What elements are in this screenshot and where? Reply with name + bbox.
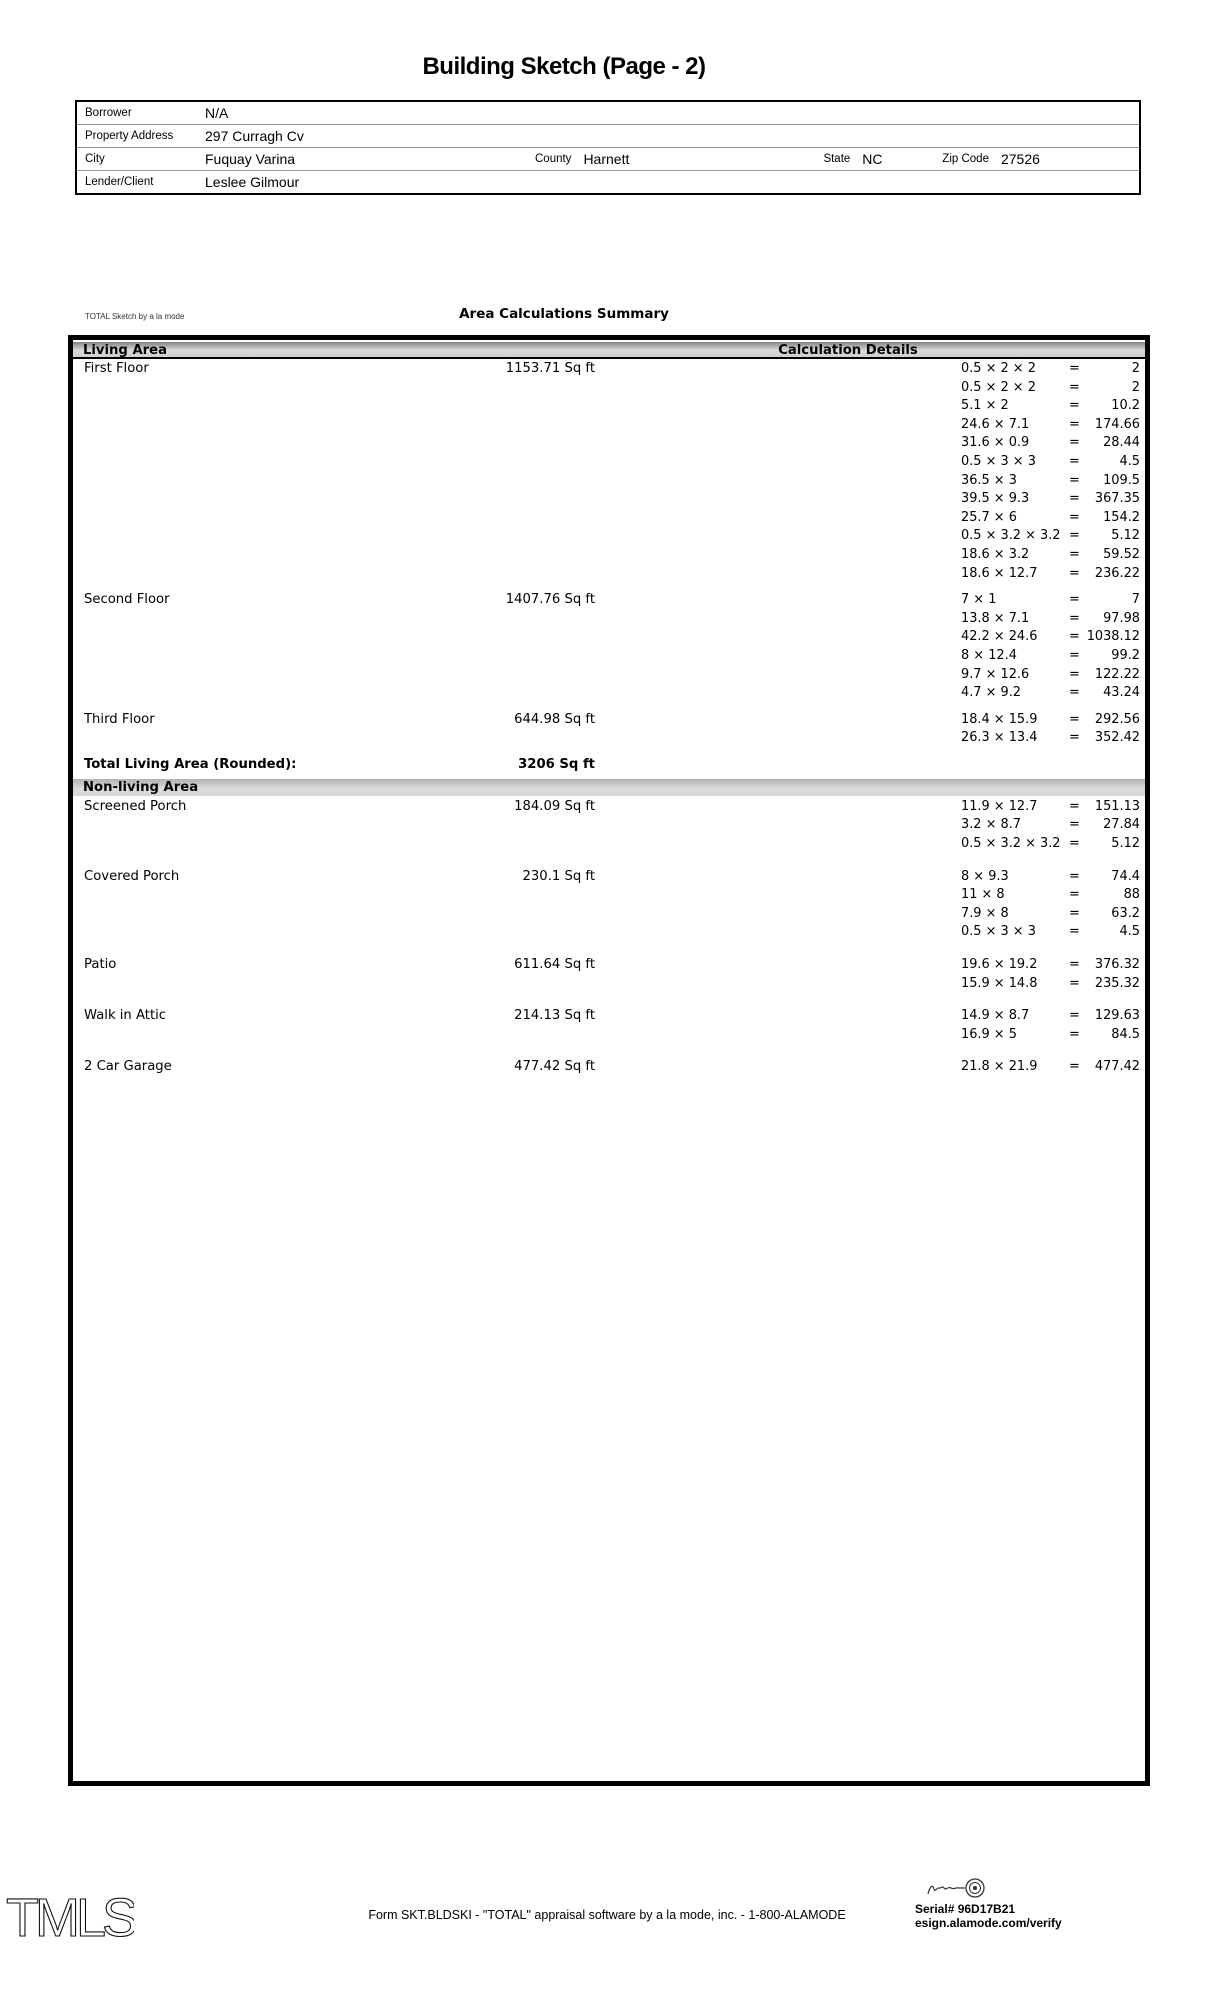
signature-squiggle bbox=[928, 1886, 965, 1894]
calc-line bbox=[961, 729, 1140, 748]
calc-expression: 42.2 × 24.6 bbox=[961, 629, 1038, 645]
equals-sign: = bbox=[1069, 887, 1080, 903]
equals-sign: = bbox=[1069, 817, 1080, 833]
living-area-sections bbox=[73, 360, 1145, 748]
equals-sign: = bbox=[1069, 398, 1080, 414]
field-label: Zip Code bbox=[942, 153, 989, 165]
area-section bbox=[73, 711, 1145, 748]
equals-sign: = bbox=[1069, 711, 1080, 727]
equals-sign: = bbox=[1069, 647, 1080, 663]
verify-url: esign.alamode.com/verify bbox=[915, 1916, 1062, 1930]
calc-line bbox=[961, 711, 1140, 730]
calc-expression: 24.6 × 7.1 bbox=[961, 416, 1030, 432]
calc-expression: 25.7 × 6 bbox=[961, 509, 1017, 525]
field-value: NC bbox=[862, 151, 883, 167]
area-section bbox=[73, 868, 1145, 942]
calc-line bbox=[961, 816, 1140, 835]
equals-sign: = bbox=[1069, 905, 1080, 921]
equals-sign: = bbox=[1069, 453, 1080, 469]
calc-result: 174.66 bbox=[1094, 416, 1140, 432]
calc-expression: 8 × 12.4 bbox=[961, 647, 1017, 663]
area-section-name: Patio bbox=[84, 957, 117, 973]
calc-line bbox=[961, 1058, 1140, 1077]
field-label: Borrower bbox=[85, 107, 132, 119]
equals-sign: = bbox=[1069, 685, 1080, 701]
calc-expression: 7.9 × 8 bbox=[961, 905, 1009, 921]
equals-sign: = bbox=[1069, 528, 1080, 544]
area-section-sqft: 230.1 Sq ft bbox=[522, 868, 595, 884]
equals-sign: = bbox=[1069, 924, 1080, 940]
equals-sign: = bbox=[1069, 416, 1080, 432]
field-value: Harnett bbox=[583, 151, 630, 167]
calc-expression: 14.9 × 8.7 bbox=[961, 1008, 1030, 1024]
equals-sign: = bbox=[1069, 836, 1080, 852]
calc-result: 2 bbox=[1131, 379, 1140, 395]
equals-sign: = bbox=[1069, 592, 1080, 608]
calc-result: 28.44 bbox=[1103, 435, 1140, 451]
calculation-details-header: Calculation Details bbox=[778, 343, 918, 358]
calc-expression: 18.4 × 15.9 bbox=[961, 711, 1038, 727]
area-section-name: 2 Car Garage bbox=[84, 1059, 172, 1075]
equals-sign: = bbox=[1069, 546, 1080, 562]
area-section bbox=[73, 1007, 1145, 1044]
equals-sign: = bbox=[1069, 361, 1080, 376]
calc-result: 129.63 bbox=[1094, 1008, 1140, 1024]
calc-line bbox=[961, 397, 1140, 416]
serial-number: Serial# 96D17B21 bbox=[915, 1902, 1016, 1916]
equals-sign: = bbox=[1069, 666, 1080, 682]
area-section-sqft: 477.42 Sq ft bbox=[514, 1059, 595, 1075]
calc-expression: 0.5 × 3 × 3 bbox=[961, 453, 1036, 469]
calc-expression: 11 × 8 bbox=[961, 887, 1005, 903]
calc-result: 59.52 bbox=[1103, 546, 1140, 562]
equals-sign: = bbox=[1069, 1059, 1080, 1075]
header-table-row bbox=[77, 147, 1139, 170]
equals-sign: = bbox=[1069, 610, 1080, 626]
calc-expression: 19.6 × 19.2 bbox=[961, 957, 1038, 973]
header-table-row bbox=[77, 102, 1139, 124]
calc-expression: 13.8 × 7.1 bbox=[961, 610, 1030, 626]
calc-expression: 26.3 × 13.4 bbox=[961, 730, 1038, 746]
equals-sign: = bbox=[1069, 975, 1080, 991]
calc-line bbox=[961, 975, 1140, 994]
calc-line bbox=[961, 868, 1140, 887]
area-section-name: Covered Porch bbox=[84, 868, 180, 884]
calc-line bbox=[961, 956, 1140, 975]
equals-sign: = bbox=[1069, 379, 1080, 395]
field-value: 27526 bbox=[1000, 151, 1040, 167]
calc-line bbox=[961, 1007, 1140, 1026]
equals-sign: = bbox=[1069, 1026, 1080, 1042]
calc-expression: 3.2 × 8.7 bbox=[961, 817, 1021, 833]
calc-lines bbox=[961, 868, 1140, 942]
calc-result: 367.35 bbox=[1094, 491, 1140, 507]
calc-line bbox=[961, 546, 1140, 565]
equals-sign: = bbox=[1069, 798, 1080, 814]
calc-result: 236.22 bbox=[1094, 565, 1140, 581]
calc-line bbox=[961, 886, 1140, 905]
calc-lines bbox=[961, 798, 1140, 854]
calc-result: 99.2 bbox=[1111, 647, 1140, 663]
calc-expression: 4.7 × 9.2 bbox=[961, 685, 1021, 701]
area-section-sqft: 611.64 Sq ft bbox=[514, 957, 595, 973]
calc-result: 27.84 bbox=[1103, 817, 1140, 833]
field-value: Leslee Gilmour bbox=[205, 174, 300, 190]
area-section bbox=[73, 956, 1145, 993]
calc-lines bbox=[961, 711, 1140, 748]
calc-result: 43.24 bbox=[1103, 685, 1140, 701]
calc-result: 5.12 bbox=[1111, 836, 1140, 852]
calc-expression: 0.5 × 2 × 2 bbox=[961, 361, 1036, 376]
area-section-name: Third Floor bbox=[84, 711, 155, 727]
living-area-header-bar bbox=[73, 342, 1145, 359]
form-id-line: Form SKT.BLDSKI - "TOTAL" appraisal software by a la mode, inc. - 1-800-ALAMODE bbox=[368, 1908, 846, 1922]
equals-sign: = bbox=[1069, 472, 1080, 488]
area-calculations-summary-title: Area Calculations Summary bbox=[459, 306, 669, 322]
calc-expression: 5.1 × 2 bbox=[961, 398, 1009, 414]
calc-expression: 0.5 × 3.2 × 3.2 bbox=[961, 528, 1061, 544]
calc-result: 151.13 bbox=[1094, 798, 1140, 814]
calc-line bbox=[961, 905, 1140, 924]
calc-expression: 18.6 × 3.2 bbox=[961, 546, 1030, 562]
calc-line bbox=[961, 1026, 1140, 1045]
calc-line bbox=[961, 565, 1140, 584]
calc-expression: 15.9 × 14.8 bbox=[961, 975, 1038, 991]
calc-expression: 0.5 × 2 × 2 bbox=[961, 379, 1036, 395]
equals-sign: = bbox=[1069, 565, 1080, 581]
calc-result: 122.22 bbox=[1094, 666, 1140, 682]
calc-expression: 36.5 × 3 bbox=[961, 472, 1017, 488]
area-section-sqft: 184.09 Sq ft bbox=[514, 798, 595, 814]
area-calculations-box bbox=[68, 335, 1150, 1786]
tmls-logo-text: TMLS bbox=[6, 1888, 134, 1948]
calc-lines bbox=[961, 1007, 1140, 1044]
calc-lines bbox=[961, 591, 1140, 703]
calc-result: 235.32 bbox=[1094, 975, 1140, 991]
calc-result: 63.2 bbox=[1111, 905, 1140, 921]
calc-result: 477.42 bbox=[1094, 1059, 1140, 1075]
calc-result: 352.42 bbox=[1094, 730, 1140, 746]
calc-line bbox=[961, 360, 1140, 379]
field-label: County bbox=[535, 153, 572, 165]
area-section bbox=[73, 360, 1145, 583]
calc-line bbox=[961, 416, 1140, 435]
calc-line bbox=[961, 610, 1140, 629]
calc-line bbox=[961, 379, 1140, 398]
calc-line bbox=[961, 527, 1140, 546]
area-section bbox=[73, 1058, 1145, 1077]
calc-lines bbox=[961, 1058, 1140, 1077]
calc-result: 5.12 bbox=[1111, 528, 1140, 544]
calc-expression: 39.5 × 9.3 bbox=[961, 491, 1030, 507]
nonliving-area-header: Non-living Area bbox=[83, 779, 199, 795]
calc-result: 4.5 bbox=[1119, 924, 1140, 940]
software-watermark: TOTAL Sketch by a la mode bbox=[85, 312, 185, 321]
calc-line bbox=[961, 490, 1140, 509]
area-section bbox=[73, 591, 1145, 703]
calc-expression: 0.5 × 3 × 3 bbox=[961, 924, 1036, 940]
area-section-sqft: 1153.71 Sq ft bbox=[505, 361, 595, 376]
field-label: Lender/Client bbox=[85, 176, 154, 188]
equals-sign: = bbox=[1069, 435, 1080, 451]
header-table-row bbox=[77, 124, 1139, 147]
calc-line bbox=[961, 666, 1140, 685]
calc-line bbox=[961, 923, 1140, 942]
area-section-name: First Floor bbox=[84, 361, 149, 376]
area-section-name: Screened Porch bbox=[84, 798, 187, 814]
calc-line bbox=[961, 628, 1140, 647]
calc-result: 84.5 bbox=[1111, 1026, 1140, 1042]
header-table-row bbox=[77, 170, 1139, 193]
field-label: Property Address bbox=[85, 130, 174, 142]
calc-line bbox=[961, 835, 1140, 854]
serial-block bbox=[915, 1902, 1062, 1930]
equals-sign: = bbox=[1069, 868, 1080, 884]
page-title: Building Sketch (Page - 2) bbox=[422, 53, 706, 80]
calc-result: 74.4 bbox=[1111, 868, 1140, 884]
area-section-sqft: 644.98 Sq ft bbox=[514, 711, 595, 727]
calc-result: 292.56 bbox=[1094, 711, 1140, 727]
calc-line bbox=[961, 647, 1140, 666]
nonliving-area-sections bbox=[73, 798, 1145, 1078]
field-value: N/A bbox=[205, 105, 229, 121]
calc-result: 10.2 bbox=[1111, 398, 1140, 414]
calc-expression: 31.6 × 0.9 bbox=[961, 435, 1030, 451]
calc-expression: 16.9 × 5 bbox=[961, 1026, 1017, 1042]
equals-sign: = bbox=[1069, 957, 1080, 973]
calc-result: 376.32 bbox=[1094, 957, 1140, 973]
seal-center bbox=[973, 1886, 977, 1890]
field-value: Fuquay Varina bbox=[205, 151, 296, 167]
calc-expression: 11.9 × 12.7 bbox=[961, 798, 1038, 814]
calc-line bbox=[961, 684, 1140, 703]
calc-expression: 9.7 × 12.6 bbox=[961, 666, 1030, 682]
equals-sign: = bbox=[1069, 629, 1080, 645]
calc-line bbox=[961, 453, 1140, 472]
calc-result: 4.5 bbox=[1119, 453, 1140, 469]
calc-line bbox=[961, 434, 1140, 453]
calc-result: 97.98 bbox=[1103, 610, 1140, 626]
calc-result: 2 bbox=[1131, 361, 1140, 376]
field-value: 297 Curragh Cv bbox=[205, 128, 304, 144]
area-section-name: Walk in Attic bbox=[84, 1008, 167, 1024]
field-label: State bbox=[823, 153, 851, 165]
total-living-area-value: 3206 Sq ft bbox=[518, 756, 595, 772]
field-label: City bbox=[85, 153, 105, 165]
total-living-area-label: Total Living Area (Rounded): bbox=[84, 756, 297, 772]
equals-sign: = bbox=[1069, 730, 1080, 746]
area-section bbox=[73, 798, 1145, 854]
calc-expression: 7 × 1 bbox=[961, 592, 997, 608]
calc-lines bbox=[961, 360, 1140, 583]
area-section-sqft: 1407.76 Sq ft bbox=[505, 592, 595, 608]
header-table bbox=[75, 100, 1141, 195]
calc-result: 88 bbox=[1123, 887, 1140, 903]
calc-line bbox=[961, 591, 1140, 610]
calc-expression: 21.8 × 21.9 bbox=[961, 1059, 1038, 1075]
equals-sign: = bbox=[1069, 509, 1080, 525]
equals-sign: = bbox=[1069, 1008, 1080, 1024]
calc-expression: 18.6 × 12.7 bbox=[961, 565, 1038, 581]
calc-result: 154.2 bbox=[1103, 509, 1140, 525]
area-section-name: Second Floor bbox=[84, 592, 170, 608]
calc-expression: 8 × 9.3 bbox=[961, 868, 1009, 884]
calc-result: 1038.12 bbox=[1086, 629, 1140, 645]
total-living-area-row bbox=[73, 756, 1145, 776]
nonliving-area-header-bar bbox=[73, 779, 1145, 796]
calc-lines bbox=[961, 956, 1140, 993]
living-area-header: Living Area bbox=[83, 343, 168, 358]
calc-expression: 0.5 × 3.2 × 3.2 bbox=[961, 836, 1061, 852]
calc-line bbox=[961, 798, 1140, 817]
calc-line bbox=[961, 472, 1140, 491]
equals-sign: = bbox=[1069, 491, 1080, 507]
calc-result: 109.5 bbox=[1103, 472, 1140, 488]
calc-line bbox=[961, 509, 1140, 528]
calc-result: 7 bbox=[1131, 592, 1140, 608]
area-section-sqft: 214.13 Sq ft bbox=[514, 1008, 595, 1024]
